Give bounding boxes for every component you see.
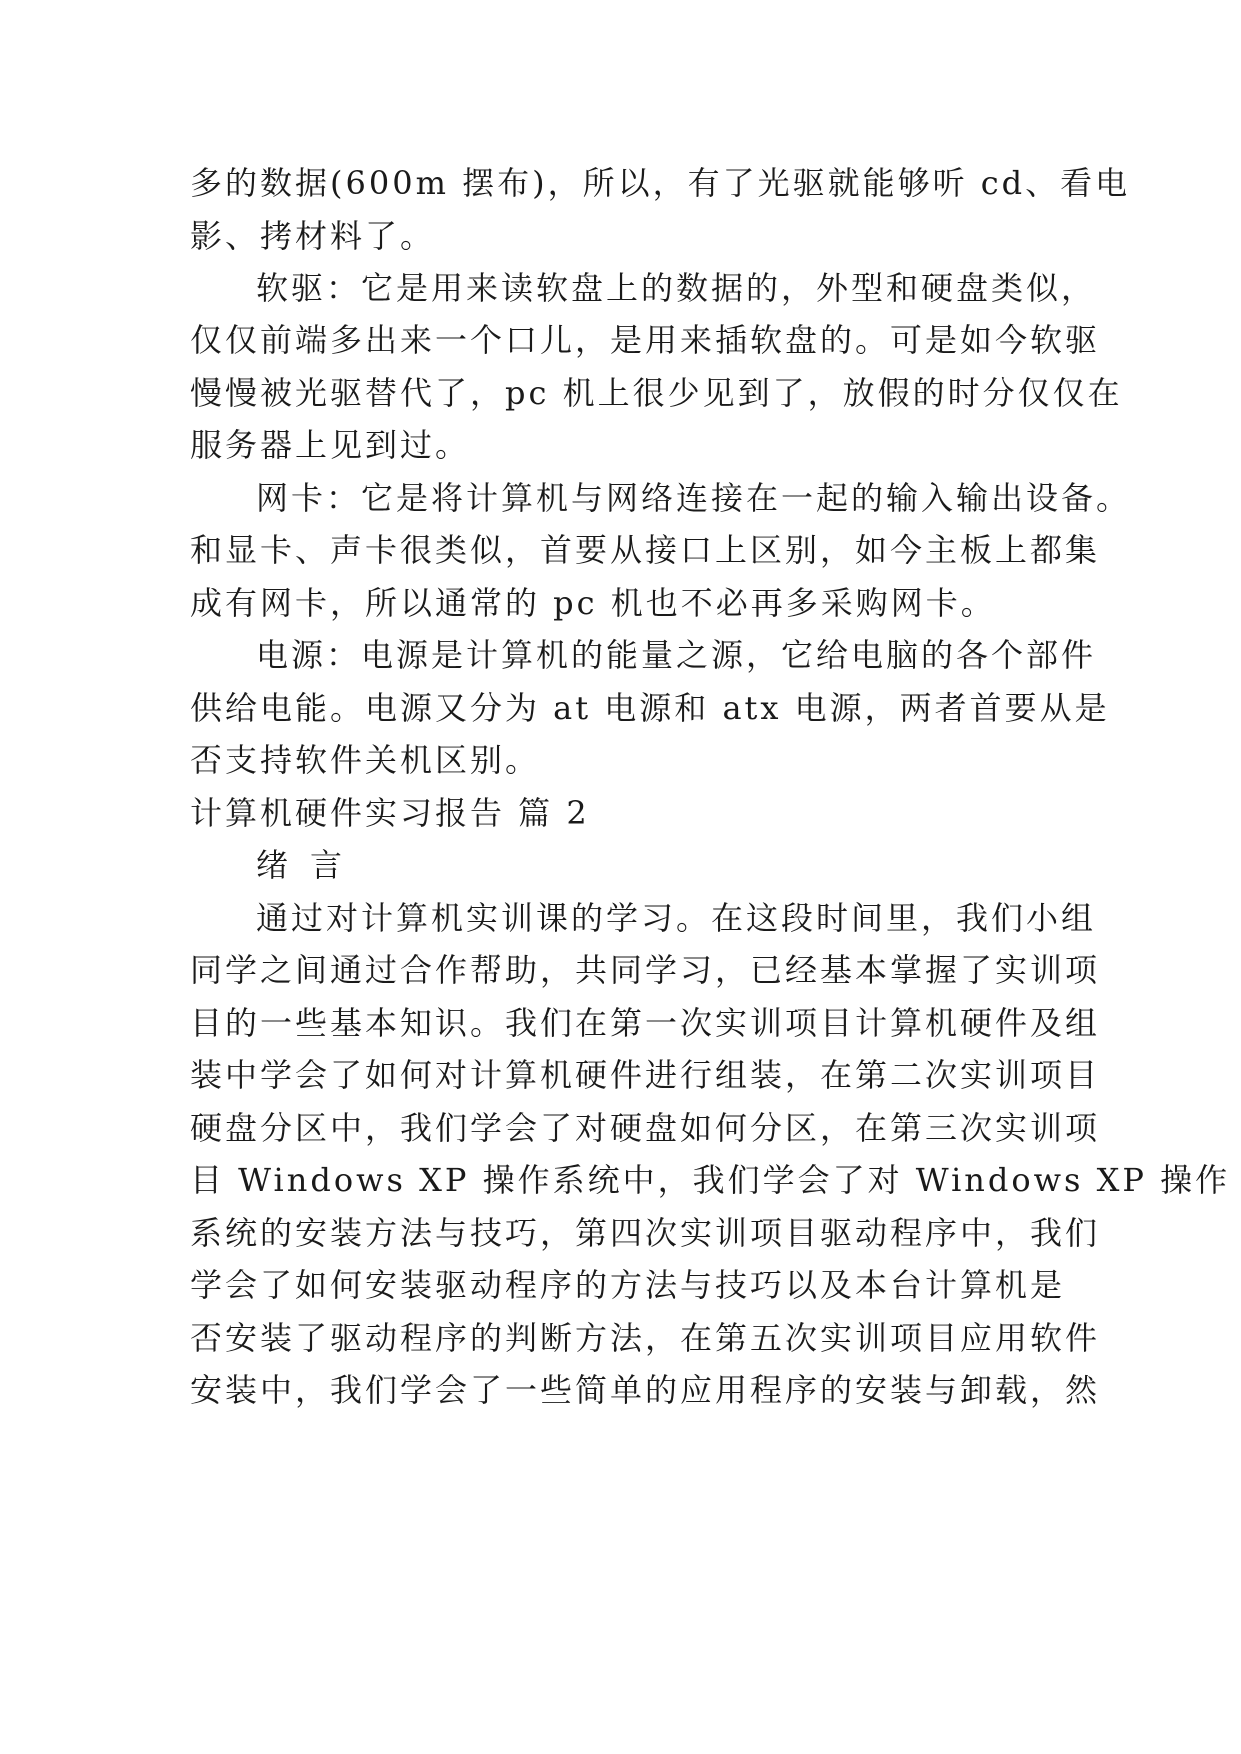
paragraph-line: 电源：电源是计算机的能量之源，它给电脑的各个部件 xyxy=(256,636,1097,674)
intro-line: 通过对计算机实训课的学习。在这段时间里，我们小组 xyxy=(256,899,1097,937)
intro-line: 否安装了驱动程序的判断方法，在第五次实训项目应用软件 xyxy=(190,1319,1101,1357)
intro-line: 安装中，我们学会了一些简单的应用程序的安装与卸载，然 xyxy=(190,1371,1101,1409)
preface-char: 言 xyxy=(310,846,343,884)
paragraph-line: 和显卡、声卡很类似，首要从接口上区别，如今主板上都集 xyxy=(190,531,1101,569)
paragraph-line: 多的数据(600m 摆布)，所以，有了光驱就能够听 cd、看电 xyxy=(190,164,1131,202)
intro-line: 学会了如何安装驱动程序的方法与技巧以及本台计算机是 xyxy=(190,1266,1066,1304)
paragraph-line: 慢慢被光驱替代了，pc 机上很少见到了，放假的时分仅仅在 xyxy=(190,374,1123,412)
intro-line: 同学之间通过合作帮助，共同学习，已经基本掌握了实训项 xyxy=(190,951,1101,989)
paragraph-line: 仅仅前端多出来一个口儿，是用来插软盘的。可是如今软驱 xyxy=(190,321,1101,359)
intro-line: 系统的安装方法与技巧，第四次实训项目驱动程序中，我们 xyxy=(190,1214,1101,1252)
section-title: 计算机硬件实习报告 篇 2 xyxy=(190,794,590,832)
intro-line: 目的一些基本知识。我们在第一次实训项目计算机硬件及组 xyxy=(190,1004,1101,1042)
intro-line: 装中学会了如何对计算机硬件进行组装，在第二次实训项目 xyxy=(190,1056,1101,1094)
paragraph-line: 服务器上见到过。 xyxy=(190,426,471,464)
intro-line: 硬盘分区中，我们学会了对硬盘如何分区，在第三次实训项 xyxy=(190,1109,1101,1147)
intro-line: 目 Windows XP 操作系统中，我们学会了对 Windows XP 操作 xyxy=(190,1161,1231,1199)
paragraph-line: 网卡：它是将计算机与网络连接在一起的输入输出设备。 xyxy=(256,479,1132,517)
paragraph-line: 软驱：它是用来读软盘上的数据的，外型和硬盘类似， xyxy=(256,269,1097,307)
paragraph-line: 影、拷材料了。 xyxy=(190,217,436,255)
paragraph-line: 供给电能。电源又分为 at 电源和 atx 电源，两者首要从是 xyxy=(190,689,1110,727)
preface-heading xyxy=(256,845,342,885)
paragraph-line: 否支持软件关机区别。 xyxy=(190,741,541,779)
paragraph-line: 成有网卡，所以通常的 pc 机也不必再多采购网卡。 xyxy=(190,584,996,622)
preface-char: 绪 xyxy=(256,846,289,884)
